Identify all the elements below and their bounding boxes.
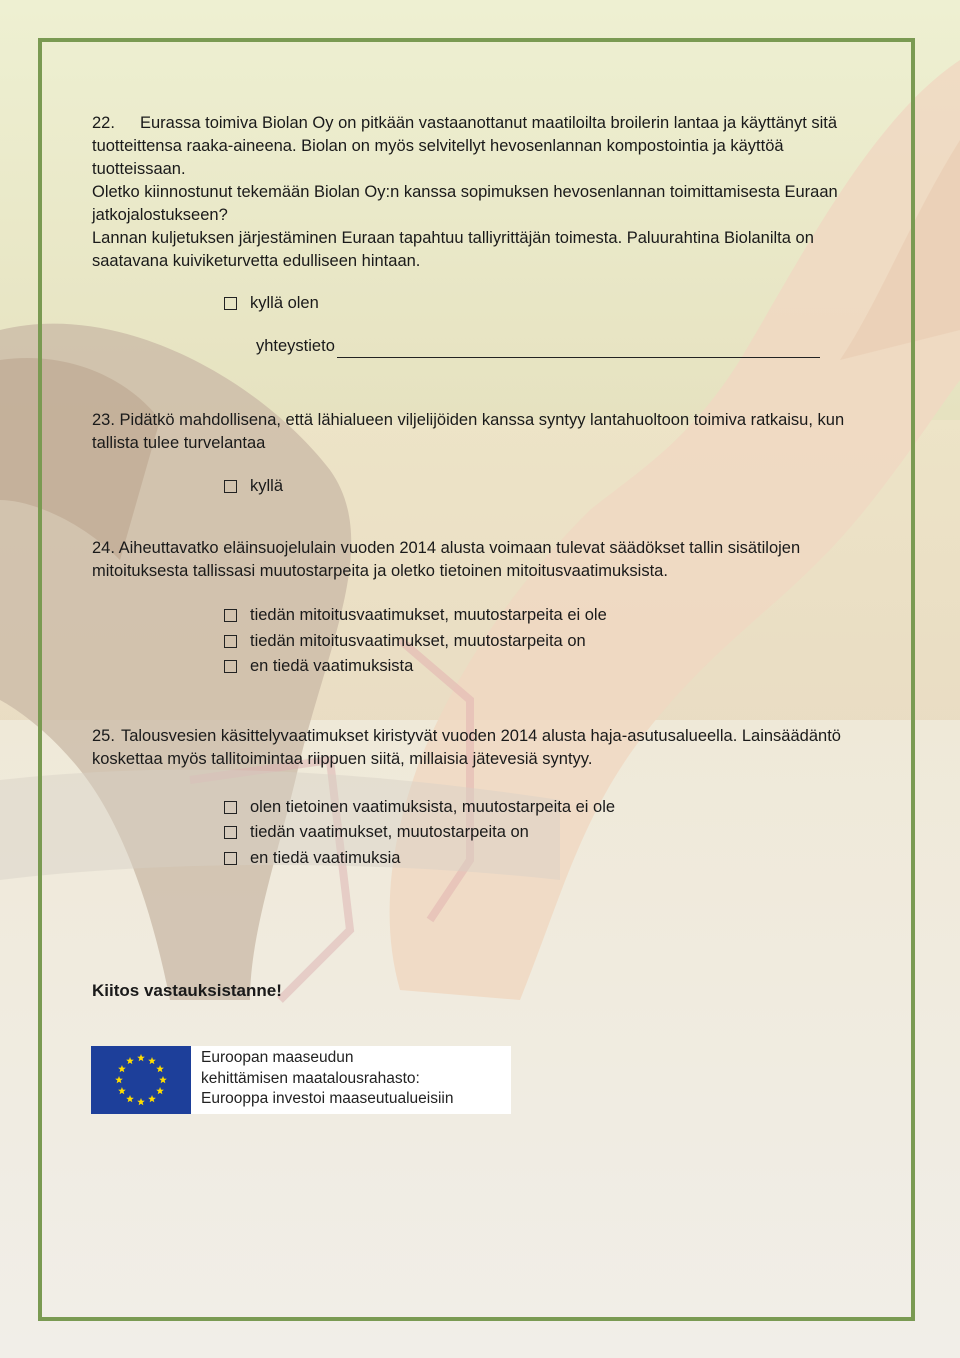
eu-star-icon bbox=[159, 1076, 167, 1083]
option-label: olen tietoinen vaatimuksista, muutostarpeita ei ole bbox=[250, 797, 616, 816]
question-text: Aiheuttavatko eläinsuojelulain vuoden 2014 alusta voimaan tulevat säädökset tallin sisätilojen mitoituksesta tallissasi muutostarpeita ja oletko tietoinen mitoitusvaatimuksista. bbox=[92, 539, 801, 580]
option-item[interactable] bbox=[224, 846, 872, 872]
option-list bbox=[224, 474, 872, 500]
question-text: Oletko kiinnostunut tekemään Biolan Oy:n kanssa sopimuksen hevosenlannan toimittamisesta Euraan jatkojalostukseen? bbox=[92, 183, 838, 224]
closing-thanks: Kiitos vastauksistanne! bbox=[92, 981, 282, 1000]
question-text: Talousvesien käsittelyvaatimukset kiristyvät vuoden 2014 alusta haja-asutusalueella. Lainsäädäntö koskettaa myös tallitoimintaa riippuen siitä, millaisia jätevesiä syntyy. bbox=[92, 726, 841, 768]
option-item[interactable] bbox=[224, 603, 872, 629]
contact-field bbox=[256, 335, 872, 358]
checkbox[interactable] bbox=[224, 660, 237, 673]
question-24 bbox=[92, 537, 872, 680]
checkbox[interactable] bbox=[224, 297, 237, 310]
eu-star-icon bbox=[126, 1057, 134, 1064]
eu-star-icon bbox=[118, 1087, 126, 1094]
question-text: Pidätkö mahdollisena, että lähialueen viljelijöiden kanssa syntyy lantahuoltoon toimiva ratkaisu, kun tallista tulee turvelantaa bbox=[92, 410, 845, 452]
option-kylla[interactable] bbox=[224, 474, 872, 500]
checkbox[interactable] bbox=[224, 826, 237, 839]
eu-star-icon bbox=[126, 1095, 134, 1102]
checkbox[interactable] bbox=[224, 801, 237, 814]
checkbox[interactable] bbox=[224, 480, 237, 493]
question-text: Eurassa toimiva Biolan Oy on pitkään vastaanottanut maatiloilta broilerin lantaa ja käyttänyt sitä tuotteittensa raaka-aineena. Biolan on myös selvitellyt hevosenlannan kompostointia ja käyttöä tuotteissaan. bbox=[92, 114, 838, 178]
option-kylla-olen[interactable] bbox=[224, 291, 872, 317]
question-22 bbox=[92, 112, 872, 358]
option-label: kyllä bbox=[250, 476, 284, 495]
option-list bbox=[224, 795, 872, 872]
eu-star-icon bbox=[156, 1065, 164, 1072]
eu-logo-text bbox=[191, 1046, 511, 1114]
option-item[interactable] bbox=[224, 820, 872, 846]
eu-funding-logo bbox=[91, 1046, 511, 1114]
eu-flag-icon bbox=[91, 1046, 191, 1114]
checkbox[interactable] bbox=[224, 852, 237, 865]
eu-star-icon bbox=[115, 1076, 123, 1083]
eu-star-icon bbox=[148, 1057, 156, 1064]
question-number: 23. bbox=[92, 410, 115, 429]
contact-label: yhteystieto bbox=[256, 336, 335, 355]
contact-input-line[interactable] bbox=[337, 339, 820, 358]
option-item[interactable] bbox=[224, 629, 872, 655]
eu-star-icon bbox=[137, 1054, 145, 1061]
eu-logo-line: kehittämisen maatalousrahasto: bbox=[201, 1069, 420, 1087]
question-23 bbox=[92, 409, 872, 500]
question-25 bbox=[92, 725, 872, 872]
question-number: 22. bbox=[92, 114, 115, 132]
question-text: Lannan kuljetuksen järjestäminen Euraan tapahtuu talliyrittäjän toimesta. Paluurahtina Biolanilta on saatavana kuiviketurvetta edulliseen hintaan. bbox=[92, 229, 814, 270]
question-number: 25. bbox=[92, 726, 115, 745]
option-item[interactable] bbox=[224, 795, 872, 821]
eu-logo-line: Euroopan maaseudun bbox=[201, 1049, 354, 1066]
eu-star-icon bbox=[156, 1087, 164, 1094]
eu-stars-icon bbox=[91, 1046, 191, 1114]
eu-logo-line: Eurooppa investoi maaseutualueisiin bbox=[201, 1090, 454, 1107]
option-label: tiedän mitoitusvaatimukset, muutostarpeita ei ole bbox=[250, 606, 607, 625]
option-label: en tiedä vaatimuksista bbox=[250, 657, 414, 676]
option-list bbox=[224, 291, 872, 317]
eu-star-icon bbox=[148, 1095, 156, 1102]
option-item[interactable] bbox=[224, 654, 872, 680]
option-label: en tiedä vaatimuksia bbox=[250, 848, 401, 867]
checkbox[interactable] bbox=[224, 635, 237, 648]
option-list bbox=[224, 603, 872, 680]
eu-star-icon bbox=[118, 1065, 126, 1072]
checkbox[interactable] bbox=[224, 609, 237, 622]
questionnaire-content bbox=[92, 112, 872, 871]
eu-star-icon bbox=[137, 1098, 145, 1105]
option-label: tiedän mitoitusvaatimukset, muutostarpeita on bbox=[250, 631, 586, 650]
question-number: 24. bbox=[92, 539, 115, 557]
option-label: tiedän vaatimukset, muutostarpeita on bbox=[250, 823, 529, 842]
option-label: kyllä olen bbox=[250, 294, 319, 313]
